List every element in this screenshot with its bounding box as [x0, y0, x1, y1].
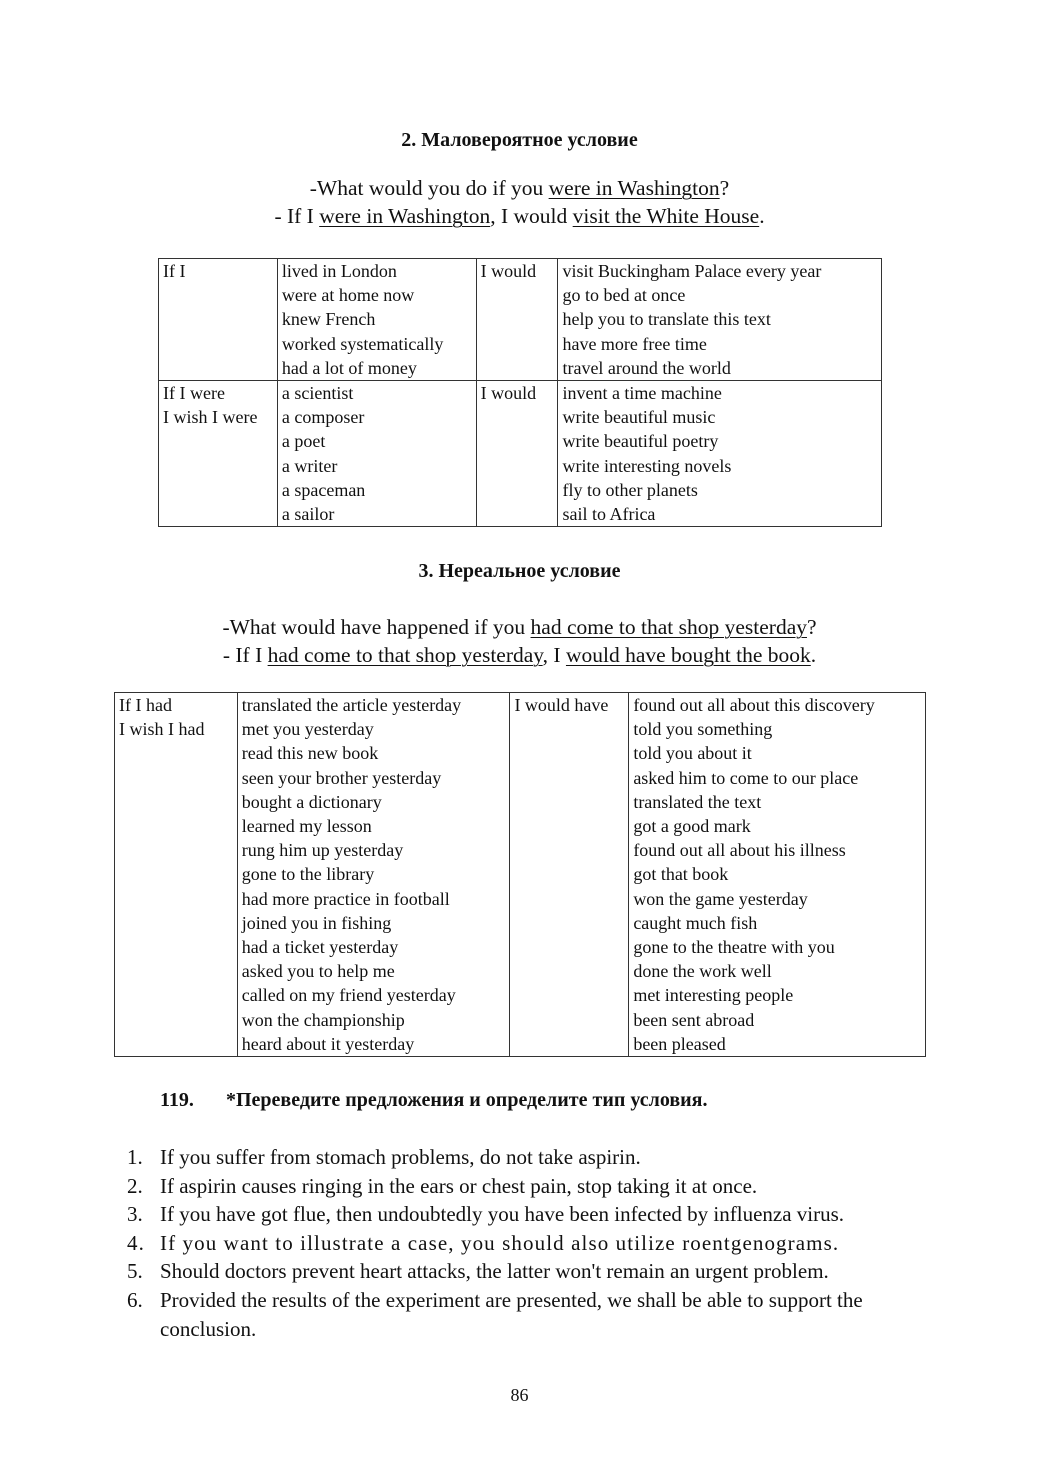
cell-line: a composer [281, 407, 365, 428]
cell-line: I wish I had [119, 719, 205, 740]
cell-line: been sent abroad [633, 1009, 755, 1030]
cell-line: translated the text [633, 791, 762, 812]
cell-line: read this new book [241, 743, 379, 764]
page-number: 86 [510, 1385, 529, 1405]
cell-line: worked systematically [281, 333, 444, 354]
table-cell [558, 259, 882, 381]
question-text: -What would you do if you [309, 176, 549, 200]
cell-line: a writer [281, 455, 338, 476]
table-cell [277, 259, 476, 381]
cell-line: I would [480, 261, 537, 281]
underlined-phrase: visit the White House [572, 204, 760, 228]
section-2-question [0, 174, 1039, 202]
cell-line: go to bed at once [562, 285, 686, 306]
cell-line: found out all about his illness [633, 840, 846, 861]
underlined-phrase: had come to that shop yesterday [530, 615, 807, 639]
underlined-phrase: would have bought the book [565, 643, 811, 667]
cell-line: got that book [633, 864, 729, 885]
cell-line: seen your brother yesterday [241, 767, 442, 788]
cell-line: write beautiful poetry [562, 431, 719, 452]
answer-text: , I [542, 643, 566, 667]
question-text: -What would have happened if you [222, 615, 531, 639]
cell-line: bought a dictionary [241, 791, 382, 812]
cell-line: write beautiful music [562, 407, 716, 428]
item-number: 5. [127, 1259, 143, 1284]
section-3-table [114, 692, 926, 1057]
section-3-answer [0, 641, 1039, 669]
cell-line: met you yesterday [241, 719, 374, 740]
cell-line: I wish I were [163, 407, 258, 428]
cell-line: write interesting novels [562, 455, 732, 476]
table-cell [159, 259, 278, 381]
answer-end: . [759, 204, 765, 228]
cell-line: told you about it [633, 743, 752, 764]
cell-line: learned my lesson [241, 816, 372, 837]
section-2-answer [0, 202, 1039, 230]
cell-line: were at home now [281, 285, 415, 306]
item-text: If you have got flue, then undoubtedly you have been infected by influenza virus. [160, 1202, 845, 1227]
cell-line: I would have [514, 695, 609, 715]
cell-line: had more practice in football [241, 888, 450, 909]
cell-line: a sailor [281, 504, 335, 525]
answer-text: - If I [222, 643, 268, 667]
cell-line: heard about it yesterday [241, 1033, 415, 1054]
cell-line: told you something [633, 719, 773, 740]
item-number: 2. [127, 1173, 143, 1198]
cell-line: won the game yesterday [633, 888, 808, 909]
cell-line: a poet [281, 431, 326, 452]
table-cell [237, 693, 510, 1057]
section-3-question [0, 613, 1039, 641]
cell-line: met interesting people [633, 985, 794, 1006]
section-3-heading: 3. Нереальное условие [418, 560, 621, 582]
table-cell [159, 381, 278, 527]
underlined-phrase: were in Washington [319, 204, 491, 228]
cell-line: called on my friend yesterday [241, 985, 456, 1006]
item-number: 4. [127, 1230, 145, 1255]
list-item [122, 1200, 952, 1229]
cell-line: travel around the world [562, 357, 731, 378]
cell-line: done the work well [633, 961, 772, 982]
answer-end: . [810, 643, 817, 667]
table-body [115, 693, 926, 1057]
cell-line: lived in London [281, 261, 397, 281]
cell-line: gone to the library [241, 864, 375, 885]
item-text: If you want to illustrate a case, you should also utilize roentgenograms. [160, 1230, 840, 1255]
cell-line: help you to translate this text [562, 309, 771, 330]
table-row [159, 259, 882, 381]
cell-line: had a ticket yesterday [241, 937, 399, 958]
question-end: ? [806, 615, 817, 639]
table-cell [115, 693, 238, 1057]
list-item [122, 1143, 952, 1172]
answer-text: - If I [274, 204, 320, 228]
table-body [159, 259, 882, 527]
cell-line: caught much fish [633, 912, 758, 933]
cell-line: have more free time [562, 333, 707, 354]
item-number: 1. [127, 1145, 143, 1169]
cell-line: If I were [163, 383, 225, 404]
cell-line: found out all about this discovery [633, 695, 875, 715]
cell-line: translated the article yesterday [241, 695, 462, 715]
cell-line: sail to Africa [562, 504, 656, 525]
list-item [122, 1229, 952, 1258]
exercise-number: 119. [160, 1089, 194, 1111]
table-cell [629, 693, 926, 1057]
table-cell [476, 381, 558, 527]
cell-line: visit Buckingham Palace every year [562, 261, 822, 281]
cell-line: If I [163, 261, 186, 281]
cell-line: joined you in fishing [241, 912, 392, 933]
underlined-phrase: were in Washington [548, 176, 720, 200]
item-text: If aspirin causes ringing in the ears or chest pain, stop taking it at once. [160, 1173, 758, 1198]
question-end: ? [719, 176, 730, 200]
cell-line: had a lot of money [281, 357, 417, 378]
exercise-instruction: *Переведите предложения и определите тип условия. [226, 1089, 708, 1111]
list-item [122, 1257, 952, 1286]
cell-line: rung him up yesterday [241, 840, 404, 861]
cell-line: a scientist [281, 383, 354, 404]
cell-line: asked him to come to our place [633, 767, 859, 788]
list-item [122, 1286, 952, 1343]
cell-line: I would [480, 383, 537, 404]
table-cell [558, 381, 882, 527]
item-number: 3. [127, 1202, 143, 1227]
item-text: If you suffer from stomach problems, do not take aspirin. [160, 1145, 641, 1169]
table-cell [510, 693, 629, 1057]
item-number: 6. [127, 1287, 143, 1312]
table-row [159, 381, 882, 527]
table-cell [277, 381, 476, 527]
item-text: Provided the results of the experiment are presented, we shall be able to support the conclusion. [160, 1287, 863, 1341]
cell-line: asked you to help me [241, 961, 395, 982]
list-item [122, 1172, 952, 1201]
section-2-table [158, 258, 882, 527]
underlined-phrase: had come to that shop yesterday [267, 643, 543, 667]
cell-line: been pleased [633, 1033, 726, 1054]
cell-line: knew French [281, 309, 376, 330]
answer-text: , I would [490, 204, 573, 228]
cell-line: got a good mark [633, 816, 751, 837]
cell-line: gone to the theatre with you [633, 937, 835, 958]
item-text: Should doctors prevent heart attacks, the latter won't remain an urgent problem. [160, 1259, 829, 1284]
exercise-title [160, 1089, 708, 1112]
cell-line: a spaceman [281, 479, 366, 500]
cell-line: won the championship [241, 1009, 405, 1030]
table-row [115, 693, 926, 1057]
exercise-list [122, 1143, 952, 1343]
section-2-heading: 2. Маловероятное условие [401, 129, 638, 151]
cell-line: fly to other planets [562, 479, 698, 500]
table-cell [476, 259, 558, 381]
cell-line: If I had [119, 695, 172, 715]
cell-line: invent a time machine [562, 383, 722, 404]
